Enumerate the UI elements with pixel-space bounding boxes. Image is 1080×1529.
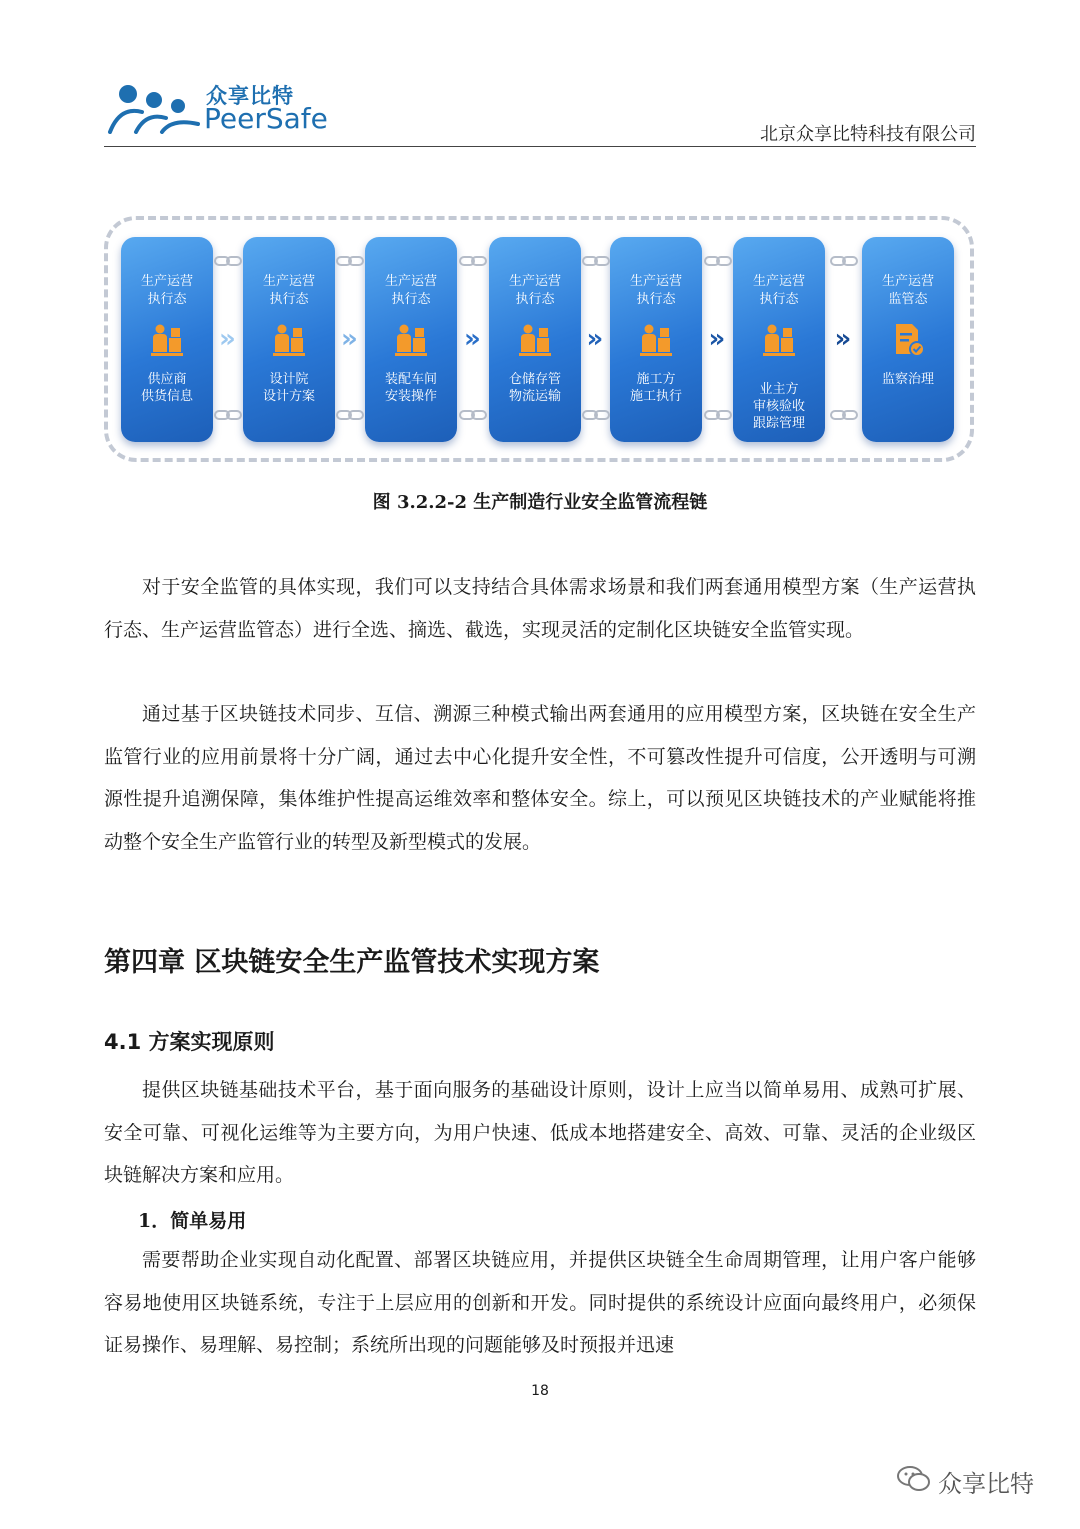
flow-card-label: 装配车间 安装操作: [384, 372, 437, 404]
chapter-title: 第四章 区块链安全生产监管技术实现方案: [104, 947, 600, 978]
section-title: 4.1 方案实现原则: [104, 1030, 275, 1054]
company-name: 北京众享比特科技有限公司: [760, 124, 976, 145]
flow-card: [243, 237, 335, 442]
body-paragraph: 通过基于区块链技术同步、互信、溯源三种模式输出两套通用的应用模型方案，区块链在安全生产监管行业的应用前景将十分广阔，通过去中心化提升安全性，不可篡改性提升可信度，公开透明与可溯源性提升追溯保障，集体维护性提高运维效率和整体安全。综上，可以预见区块链技术的产业赋能将推动整个安全生产监管行业的转型及新型模式的发展。: [104, 703, 976, 853]
flow-card-state: 生产运营 执行态: [262, 274, 315, 307]
flow-card-label: 监察治理: [881, 372, 934, 387]
chain-link-icon: [830, 252, 858, 264]
body-paragraph: 需要帮助企业实现自动化配置、部署区块链应用，并提供区块链全生命周期管理，让用户客户能够容易地使用区块链系统，专注于上层应用的创新和开发。同时提供的系统设计应面向最终用户，必须保证易操作、易理解、易控制；系统所出现的问题能够及时预报并迅速: [104, 1249, 976, 1356]
flow-arrow-icon: »: [219, 324, 236, 354]
flow-arrow-icon: »: [708, 324, 726, 354]
worker-with-boxes-icon: [149, 322, 185, 358]
header-divider: [104, 146, 976, 147]
flow-card: [733, 237, 825, 442]
chain-link-icon: [582, 252, 610, 264]
flow-card-label: 供应商 供货信息: [140, 372, 193, 404]
worker-with-boxes-icon: [638, 322, 674, 358]
flow-card: [121, 237, 213, 442]
chain-link-icon: [582, 406, 610, 418]
flow-arrow-icon: »: [341, 324, 358, 354]
chain-link-icon: [459, 252, 487, 264]
body-paragraph: 提供区块链基础技术平台，基于面向服务的基础设计原则，设计上应当以简单易用、成熟可扩展、安全可靠、可视化运维等为主要方向，为用户快速、低成本地搭建安全、高效、可靠、灵活的企业级区块链解决方案和应用。: [104, 1079, 976, 1186]
chain-link-icon: [704, 406, 732, 418]
chain-link-icon: [459, 406, 487, 418]
flow-card-label: 业主方 审核验收 跟踪管理: [752, 382, 805, 431]
worker-with-boxes-icon: [761, 322, 797, 358]
chain-link-icon: [830, 406, 858, 418]
people-logo-icon: [106, 80, 206, 134]
figure-caption: 图 3.2.2-2 生产制造行业安全监管流程链: [372, 492, 708, 513]
flow-card-state: 生产运营 执行态: [384, 274, 437, 307]
flow-card-state: 生产运营 监管态: [881, 274, 934, 307]
logo-english-name: PeerSafe: [204, 102, 328, 135]
chain-link-icon: [214, 406, 242, 418]
page-number: 18: [531, 1383, 549, 1399]
watermark-text: 众享比特: [938, 1470, 1034, 1498]
flow-arrow-icon: »: [586, 324, 604, 354]
flow-card: [365, 237, 457, 442]
flow-card-state: 生产运营 执行态: [140, 274, 193, 307]
chain-link-icon: [704, 252, 732, 264]
watermark: [896, 1462, 1056, 1502]
flow-card-label: 仓储存管 物流运输: [508, 372, 561, 404]
flow-card-label: 设计院 设计方案: [262, 372, 315, 404]
company-logo: [106, 78, 346, 136]
worker-with-boxes-icon: [517, 322, 553, 358]
chain-link-icon: [336, 252, 364, 264]
flow-card-state: 生产运营 执行态: [629, 274, 682, 307]
flow-arrow-icon: »: [464, 324, 481, 354]
document-check-icon: [890, 322, 926, 358]
subsection-title: 1．简单易用: [138, 1210, 247, 1232]
flow-card: [610, 237, 702, 442]
chain-link-icon: [336, 406, 364, 418]
wechat-icon: [896, 1464, 932, 1494]
body-paragraph: 对于安全监管的具体实现，我们可以支持结合具体需求场景和我们两套通用模型方案（生产运营执行态、生产运营监管态）进行全选、摘选、截选，实现灵活的定制化区块链安全监管实现。: [104, 576, 976, 641]
flow-card: [489, 237, 581, 442]
flow-card-state: 生产运营 执行态: [508, 274, 561, 307]
flow-card-state: 生产运营 执行态: [752, 274, 805, 307]
worker-with-boxes-icon: [271, 322, 307, 358]
worker-with-boxes-icon: [393, 322, 429, 358]
flow-card-label: 施工方 施工执行: [629, 372, 682, 404]
logo-chinese-name: 众享比特: [206, 84, 294, 108]
chain-link-icon: [214, 252, 242, 264]
flow-arrow-icon: »: [834, 324, 852, 354]
flow-card: [862, 237, 954, 442]
